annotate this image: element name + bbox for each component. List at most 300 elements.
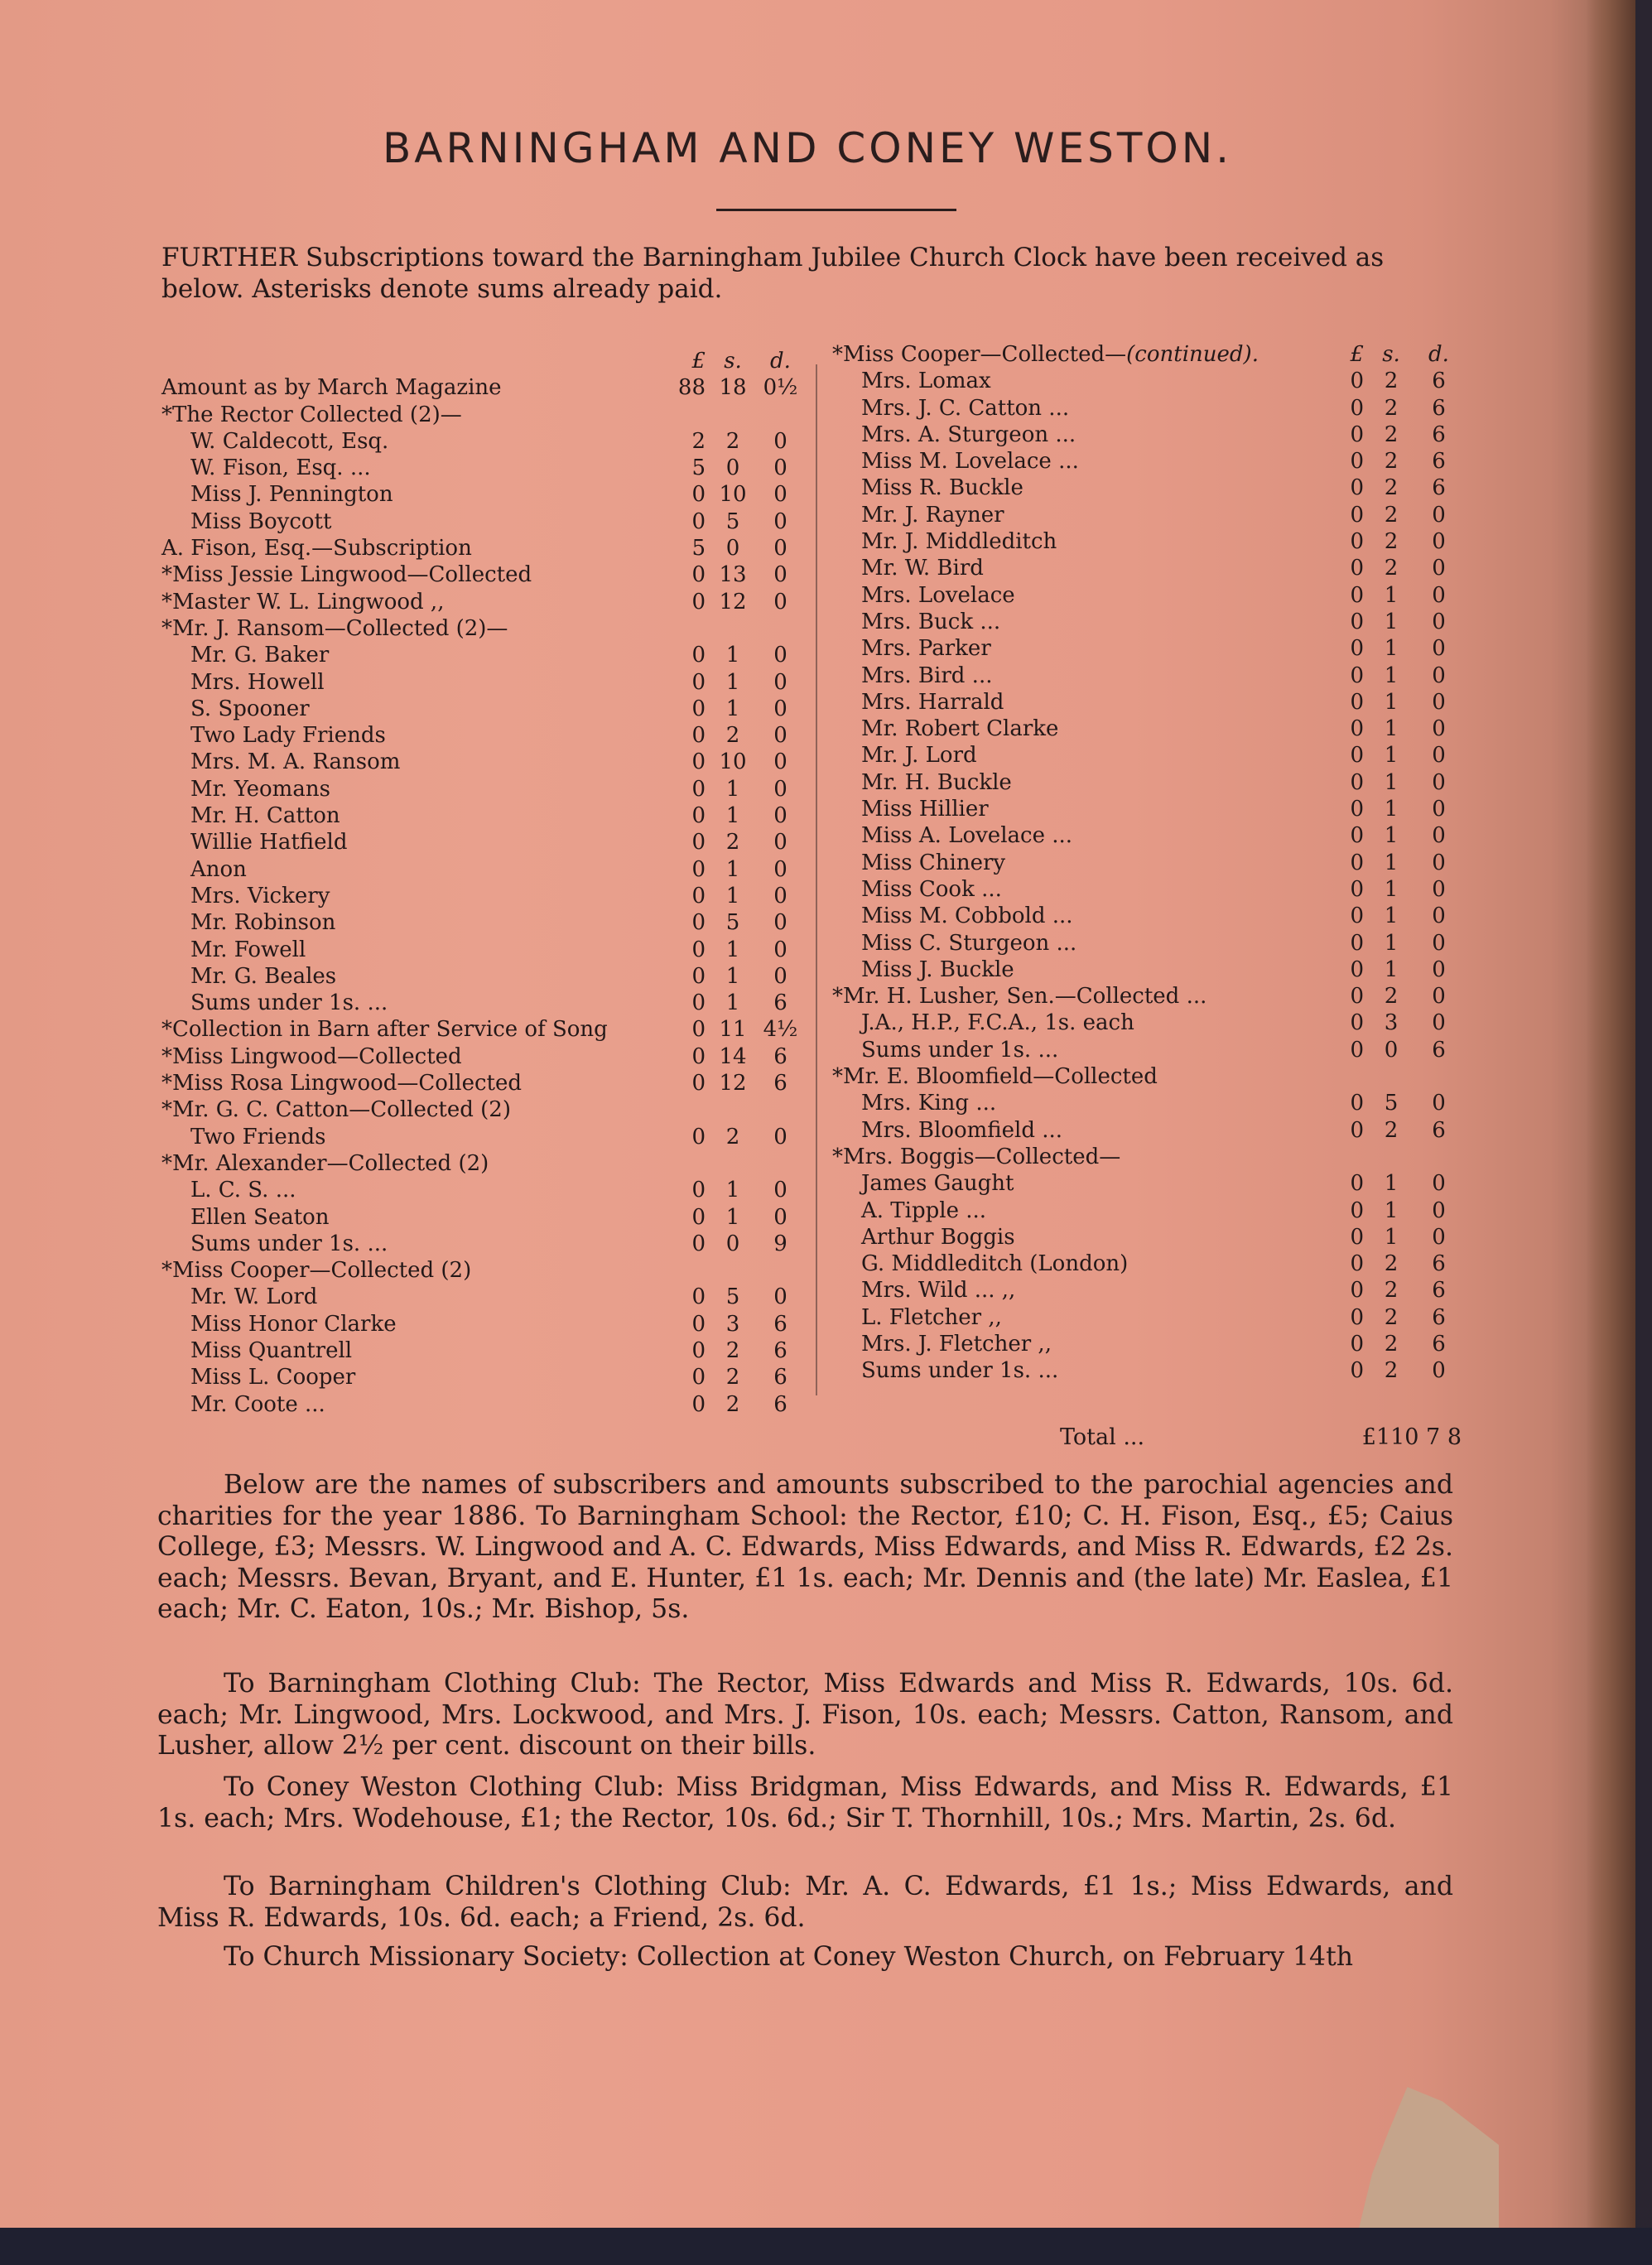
pounds-value: 0 — [691, 589, 706, 614]
pence-value: 0 — [1432, 502, 1446, 528]
shillings-value: 0 — [725, 1231, 740, 1256]
pounds-value: 0 — [1350, 1304, 1364, 1330]
shillings-value: 1 — [725, 856, 740, 882]
subscriber-name: Two Friends — [190, 1124, 326, 1149]
subscriber-name: Mr. J. Rayner — [861, 502, 1004, 528]
pounds-value: 0 — [1350, 475, 1364, 501]
pounds-value: 0 — [1350, 984, 1364, 1010]
pence-value: 0 — [1432, 663, 1446, 688]
pence-value: 0 — [773, 749, 787, 775]
subscriber-name: Mr. H. Buckle — [861, 769, 1012, 795]
subscription-row — [161, 535, 803, 561]
pounds-value: 0 — [1350, 1091, 1364, 1116]
subscriber-name: L. Fletcher ,, — [861, 1304, 1002, 1330]
subscriber-name: G. Middleditch (London) — [861, 1251, 1129, 1277]
pounds-value: 0 — [691, 1391, 706, 1417]
paragraph-clothing-club: To Barningham Clothing Club: The Rector, Miss Edwards and Miss R. Edwards, 10s. 6d. each; Mr. Lingwood, Mrs. Lockwood, and Mrs. J. Fison, 10s. each; Messrs. Catton, Ransom, and Lusher, allow 2½ per cent. discount on their bills. — [157, 1669, 1453, 1761]
pence-value: 0 — [773, 723, 787, 749]
subscriber-name: Miss C. Sturgeon ... — [861, 930, 1077, 956]
pence-value: 0 — [1432, 957, 1446, 982]
subscriber-name: Anon — [190, 856, 247, 882]
shillings-value: 1 — [1384, 743, 1399, 769]
shillings-value: 1 — [1384, 823, 1399, 849]
pounds-value: 0 — [691, 1311, 706, 1337]
pence-header: d. — [1428, 342, 1449, 367]
shillings-value: 2 — [1384, 502, 1399, 528]
subscriber-name: S. Spooner — [190, 696, 310, 721]
subscriber-name: *Mr. E. Bloomfield—Collected — [832, 1064, 1158, 1090]
pounds-value: 0 — [691, 1284, 706, 1310]
subscriber-name: Mrs. Lovelace — [861, 582, 1015, 608]
pounds-value: 0 — [691, 482, 706, 508]
subscription-row — [161, 374, 803, 401]
subscription-row — [832, 1117, 1462, 1144]
shillings-value: 11 — [719, 1017, 747, 1043]
shillings-value: 2 — [1384, 395, 1399, 421]
subscriber-name: *Mrs. Boggis—Collected— — [832, 1144, 1121, 1169]
subscription-row — [161, 883, 803, 909]
subscriber-name: Mrs. Parker — [861, 636, 991, 662]
pence-value: 6 — [1432, 422, 1446, 447]
shillings-value: 1 — [1384, 1171, 1399, 1197]
subscriber-name: W. Caldecott, Esq. — [190, 428, 389, 454]
subscription-row — [161, 1016, 803, 1043]
subscription-row — [832, 742, 1462, 769]
subscription-row — [832, 716, 1462, 742]
shillings-value: 1 — [1384, 1198, 1399, 1223]
shillings-value: 1 — [725, 776, 740, 802]
pence-value: 0 — [773, 643, 787, 668]
subscriber-name: Mr. W. Lord — [190, 1284, 318, 1310]
pence-value: 0 — [1432, 797, 1446, 822]
pence-value: 0 — [773, 883, 787, 908]
subscriber-name: James Gaught — [861, 1171, 1014, 1197]
pence-value: 6 — [1432, 1278, 1446, 1304]
subscriber-name: Miss M. Lovelace ... — [861, 449, 1079, 475]
shillings-value: 2 — [725, 1124, 740, 1149]
pence-value: 0 — [773, 508, 787, 534]
subscriber-name: Sums under 1s. ... — [190, 1231, 388, 1256]
subscriber-name: Mrs. J. Fletcher ,, — [861, 1331, 1052, 1357]
pence-value: 0 — [773, 1284, 787, 1310]
shillings-value: 2 — [1384, 475, 1399, 501]
subscription-row — [832, 1251, 1462, 1277]
right-heading: *Miss Cooper—Collected— — [832, 342, 1127, 367]
pence-value: 9 — [773, 1231, 787, 1256]
pence-value: 0 — [1432, 930, 1446, 956]
shillings-value: 18 — [719, 375, 747, 401]
pounds-value: 88 — [677, 375, 706, 401]
shillings-value: 2 — [1384, 556, 1399, 581]
subscriber-name: Miss Cook ... — [861, 876, 1002, 902]
pounds-value: 0 — [691, 508, 706, 534]
subscriber-name: Mr. Robinson — [190, 910, 336, 936]
shillings-value: 2 — [725, 1391, 740, 1417]
subscriber-name: Mrs. Lomax — [861, 369, 991, 394]
subscription-row — [832, 1224, 1462, 1251]
subscription-row — [832, 1277, 1462, 1304]
paragraph-school: Below are the names of subscribers and amounts subscribed to the parochial agencies and charities for the year 1886. To Barningham School: the Rector, £10; C. H. Fison, Esq., £5; Caius College, £3; Messrs. W. Lingwood and A. C. Edwards, Miss Edwards, and Miss R. Edwards, £2 2s. each; Messrs. Bevan, Bryant, and E. Hunter, £1 1s. each; Mr. Dennis and (the late) Mr. Easlea, £1 each; Mr. C. Eaton, 10s.; Mr. Bishop, 5s. — [157, 1470, 1453, 1624]
subscriber-name: *Collection in Barn after Service of Song — [161, 1017, 608, 1043]
pounds-value: 0 — [1350, 502, 1364, 528]
shillings-value: 2 — [1384, 422, 1399, 447]
pence-value: 0 — [773, 830, 787, 855]
pounds-value: 0 — [691, 990, 706, 1016]
pounds-value: 0 — [1350, 876, 1364, 902]
shillings-value: 1 — [1384, 636, 1399, 662]
shillings-value: 3 — [1384, 1010, 1399, 1036]
pounds-value: 0 — [691, 1204, 706, 1230]
pounds-value: 0 — [1350, 823, 1364, 849]
pounds-value: 0 — [1350, 1358, 1364, 1384]
pence-value: 0 — [1432, 1224, 1446, 1250]
pounds-value: 0 — [1350, 1171, 1364, 1197]
pence-value: 6 — [1432, 1037, 1446, 1063]
subscription-row — [161, 1284, 803, 1310]
intro-text: FURTHER Subscriptions toward the Barningham Jubilee Church Clock have been received as below. Asterisks denote sums already paid. — [161, 243, 1385, 304]
subscriber-name: *Miss Rosa Lingwood—Collected — [161, 1071, 523, 1096]
pence-value: 0 — [773, 963, 787, 989]
subscription-row — [832, 689, 1462, 716]
subscriber-name: Mrs. Buck ... — [861, 609, 1001, 634]
pounds-value: 0 — [1350, 1010, 1364, 1036]
pounds-value: 0 — [691, 1178, 706, 1203]
pounds-value: 5 — [691, 536, 706, 561]
subscriber-name: Miss J. Pennington — [190, 482, 393, 508]
right-column — [832, 341, 1462, 1385]
subscriber-name: Sums under 1s. ... — [190, 990, 388, 1016]
subscription-row — [832, 957, 1462, 983]
subscription-row — [832, 582, 1462, 609]
pounds-value: 2 — [691, 428, 706, 454]
subscriber-name: A. Fison, Esq.—Subscription — [161, 536, 472, 561]
pounds-value: 0 — [1350, 663, 1364, 688]
subscription-row — [832, 1304, 1462, 1331]
subscriber-name: *Mr. Alexander—Collected (2) — [161, 1150, 489, 1176]
pounds-value: 0 — [1350, 556, 1364, 581]
pounds-value: 0 — [691, 1043, 706, 1069]
subscription-row — [161, 802, 803, 829]
title-rule — [716, 209, 956, 211]
pence-value: 0 — [1432, 636, 1446, 662]
total-value: £110 7 8 — [1361, 1424, 1462, 1450]
pence-value: 0 — [1432, 769, 1446, 795]
pence-value: 0 — [773, 669, 787, 695]
subscriber-name: Miss L. Cooper — [190, 1365, 356, 1390]
subscriber-name: Mrs. Bird ... — [861, 663, 993, 688]
pence-value: 6 — [773, 1365, 787, 1390]
subscriber-name: Mr. H. Catton — [190, 803, 340, 829]
pounds-value: 0 — [691, 723, 706, 749]
shillings-value: 1 — [725, 643, 740, 668]
subscription-row — [832, 1037, 1462, 1063]
subscriber-name: Amount as by March Magazine — [161, 375, 502, 401]
subscriber-name: Miss R. Buckle — [861, 475, 1023, 501]
subscriber-name: Mr. Yeomans — [190, 776, 330, 802]
pounds-value: 0 — [1350, 904, 1364, 929]
subscriber-name: *The Rector Collected (2)— — [161, 402, 462, 427]
subscriber-name: Two Lady Friends — [190, 723, 386, 749]
pence-value: 0 — [773, 589, 787, 614]
pounds-value: 0 — [691, 1231, 706, 1256]
subscription-row — [832, 448, 1462, 475]
subscription-row — [832, 368, 1462, 394]
subscription-row — [161, 1096, 803, 1123]
subscription-row — [832, 1357, 1462, 1384]
pence-value: 4½ — [763, 1017, 798, 1043]
pence-value: 6 — [773, 1311, 787, 1337]
shillings-header: s. — [724, 349, 742, 373]
pounds-value: 0 — [1350, 1278, 1364, 1304]
subscription-row — [161, 455, 803, 481]
pence-value: 0 — [1432, 1358, 1446, 1384]
subscription-row — [832, 1170, 1462, 1197]
subscription-row — [832, 555, 1462, 581]
subscriber-name: Mr. Robert Clarke — [861, 716, 1059, 742]
subscription-row — [832, 822, 1462, 849]
subscription-row — [832, 850, 1462, 876]
subscriber-name: Mrs. King ... — [861, 1091, 997, 1116]
pounds-value: 0 — [691, 1365, 706, 1390]
subscription-row — [161, 402, 803, 428]
subscriber-name: *Miss Jessie Lingwood—Collected — [161, 562, 532, 588]
pence-value: 0 — [773, 482, 787, 508]
subscriber-name: Mrs. Wild ... ,, — [861, 1278, 1016, 1304]
subscription-row — [832, 769, 1462, 796]
shillings-value: 1 — [725, 990, 740, 1016]
subscription-row — [161, 937, 803, 963]
shillings-value: 1 — [1384, 797, 1399, 822]
subscription-row — [832, 1331, 1462, 1357]
subscriber-name: Mrs. Bloomfield ... — [861, 1117, 1063, 1143]
shillings-value: 2 — [1384, 1278, 1399, 1304]
pence-value: 6 — [773, 1043, 787, 1069]
shillings-value: 12 — [719, 589, 747, 614]
subscription-row — [161, 669, 803, 696]
subscriber-name: *Mr. G. C. Catton—Collected (2) — [161, 1097, 511, 1123]
subscription-row — [161, 722, 803, 749]
subscription-row — [161, 1150, 803, 1177]
shillings-value: 5 — [725, 508, 740, 534]
subscriber-name: *Miss Cooper—Collected (2) — [161, 1258, 472, 1284]
pence-value: 0 — [1432, 582, 1446, 608]
pounds-value: 0 — [1350, 529, 1364, 555]
subscription-row — [832, 1144, 1462, 1170]
pounds-value: 0 — [1350, 422, 1364, 447]
subscriber-name: A. Tipple ... — [861, 1198, 987, 1223]
subscriber-name: Miss J. Buckle — [861, 957, 1014, 982]
shillings-value: 1 — [725, 803, 740, 829]
pounds-value: 0 — [691, 1017, 706, 1043]
paragraph-childrens-club: To Barningham Children's Clothing Club: Mr. A. C. Edwards, £1 1s.; Miss Edwards, and Miss R. Edwards, 10s. 6d. each; a Friend, 2s. 6d. — [157, 1872, 1453, 1933]
pence-value: 0 — [1432, 1091, 1446, 1116]
pounds-value: 0 — [691, 749, 706, 775]
pounds-value: 0 — [1350, 1251, 1364, 1277]
pounds-value: 0 — [1350, 609, 1364, 634]
pence-value: 0 — [773, 1204, 787, 1230]
subscription-row — [832, 1198, 1462, 1224]
pounds-header: £ — [1350, 342, 1364, 367]
subscriber-name: W. Fison, Esq. ... — [190, 455, 371, 481]
subscriber-name: Mrs. A. Sturgeon ... — [861, 422, 1076, 447]
shillings-value: 1 — [1384, 904, 1399, 929]
subscription-row — [832, 796, 1462, 822]
pounds-value: 0 — [1350, 769, 1364, 795]
left-subscription-list — [161, 374, 803, 1418]
subscription-row — [832, 475, 1462, 501]
subscription-row — [832, 635, 1462, 662]
pence-value: 0 — [773, 856, 787, 882]
pence-value: 0 — [773, 776, 787, 802]
pounds-value: 0 — [1350, 1224, 1364, 1250]
subscriber-name: Miss Quantrell — [190, 1337, 353, 1363]
pence-value: 0 — [773, 1178, 787, 1203]
shillings-value: 1 — [1384, 769, 1399, 795]
pounds-value: 0 — [1350, 1037, 1364, 1063]
page-edge-shadow — [1586, 0, 1635, 2265]
subscription-row — [161, 829, 803, 855]
shillings-value: 1 — [1384, 582, 1399, 608]
subscription-row — [832, 983, 1462, 1010]
subscription-row — [161, 1124, 803, 1150]
subscriber-name: Miss Honor Clarke — [190, 1311, 397, 1337]
shillings-value: 2 — [1384, 1358, 1399, 1384]
shillings-value: 2 — [1384, 1304, 1399, 1330]
subscriber-name: Mrs. M. A. Ransom — [190, 749, 401, 775]
shillings-value: 12 — [719, 1071, 747, 1096]
subscriber-name: Mr. Fowell — [190, 937, 306, 962]
pence-value: 0 — [1432, 984, 1446, 1010]
column-divider — [816, 364, 817, 1395]
pence-value: 0 — [1432, 850, 1446, 875]
pounds-value: 0 — [1350, 636, 1364, 662]
shillings-value: 2 — [1384, 1331, 1399, 1357]
pounds-value: 0 — [1350, 797, 1364, 822]
shillings-value: 2 — [1384, 984, 1399, 1010]
subscription-row — [161, 589, 803, 615]
shillings-value: 5 — [1384, 1091, 1399, 1116]
pence-value: 6 — [773, 1337, 787, 1363]
subscriber-name: *Mr. H. Lusher, Sen.—Collected ... — [832, 984, 1207, 1010]
subscription-row — [161, 1364, 803, 1390]
pence-value: 0 — [1432, 716, 1446, 742]
subscription-row — [161, 696, 803, 722]
subscriber-name: Mr. G. Beales — [190, 963, 337, 989]
shillings-value: 1 — [725, 1204, 740, 1230]
pence-value: 0 — [773, 428, 787, 454]
subscription-row — [161, 428, 803, 455]
subscription-row — [161, 749, 803, 775]
shillings-value: 1 — [725, 1178, 740, 1203]
shillings-value: 1 — [725, 696, 740, 721]
subscription-row — [832, 528, 1462, 555]
pence-value: 0 — [773, 937, 787, 962]
pence-value: 0 — [773, 696, 787, 721]
subscription-row — [161, 1257, 803, 1284]
subscription-row — [161, 508, 803, 535]
pounds-header: £ — [691, 349, 706, 373]
right-subscription-list — [832, 368, 1462, 1384]
pence-value: 0 — [1432, 1171, 1446, 1197]
subscriber-name: Mr. Coote ... — [190, 1391, 325, 1417]
total-line — [1060, 1424, 1462, 1450]
right-heading-continued: (continued). — [1126, 342, 1259, 367]
subscriber-name: Arthur Boggis — [861, 1224, 1015, 1250]
shillings-value: 1 — [725, 883, 740, 908]
pounds-value: 0 — [691, 883, 706, 908]
subscription-row — [161, 481, 803, 508]
pence-value: 0 — [1432, 556, 1446, 581]
shillings-value: 2 — [725, 1337, 740, 1363]
pence-value: 6 — [1432, 1251, 1446, 1277]
pence-value: 6 — [1432, 1117, 1446, 1143]
paragraph-coney-weston-club: To Coney Weston Clothing Club: Miss Bridgman, Miss Edwards, and Miss R. Edwards, £1 1s. each; Mrs. Wodehouse, £1; the Rector, 10s. 6d.; Sir T. Thornhill, 10s.; Mrs. Martin, 2s. 6d. — [157, 1772, 1453, 1834]
subscriber-name: Ellen Seaton — [190, 1204, 330, 1230]
pounds-value: 0 — [691, 803, 706, 829]
shillings-value: 1 — [1384, 689, 1399, 715]
shillings-value: 5 — [725, 910, 740, 936]
shillings-value: 1 — [1384, 957, 1399, 982]
pounds-value: 0 — [1350, 1331, 1364, 1357]
pence-value: 0 — [1432, 689, 1446, 715]
pounds-value: 0 — [691, 562, 706, 588]
pence-value: 0 — [773, 803, 787, 829]
pence-value: 6 — [1432, 1331, 1446, 1357]
subscriber-name: Willie Hatfield — [190, 830, 348, 855]
pounds-value: 0 — [691, 937, 706, 962]
subscriber-name: Sums under 1s. ... — [861, 1037, 1059, 1063]
subscription-row — [161, 1043, 803, 1070]
right-column-heading — [832, 341, 1462, 368]
pounds-value: 0 — [1350, 850, 1364, 875]
pence-value: 0 — [1432, 1010, 1446, 1036]
subscriber-name: Mr. G. Baker — [190, 643, 330, 668]
subscriber-name: *Miss Lingwood—Collected — [161, 1043, 462, 1069]
scan-background — [0, 2228, 1652, 2265]
total-label: Total ... — [1060, 1424, 1145, 1450]
subscription-row — [832, 422, 1462, 448]
pounds-value: 0 — [1350, 743, 1364, 769]
shillings-value: 10 — [719, 749, 747, 775]
pence-header: d. — [770, 349, 791, 373]
pence-value: 0 — [1432, 529, 1446, 555]
subscriber-name: Mrs. Harrald — [861, 689, 1004, 715]
pounds-value: 0 — [1350, 1117, 1364, 1143]
subscription-row — [161, 1391, 803, 1418]
pence-value: 0 — [1432, 609, 1446, 634]
paragraph-missionary: To Church Missionary Society: Collection at Coney Weston Church, on February 14th — [224, 1942, 1354, 1972]
shillings-value: 5 — [725, 1284, 740, 1310]
pence-value: 6 — [1432, 449, 1446, 475]
pence-value: 0 — [773, 455, 787, 481]
subscription-row — [832, 1010, 1462, 1036]
shillings-header: s. — [1382, 342, 1400, 367]
pounds-value: 0 — [1350, 582, 1364, 608]
shillings-value: 2 — [1384, 449, 1399, 475]
shillings-value: 2 — [725, 723, 740, 749]
shillings-value: 1 — [1384, 716, 1399, 742]
subscription-row — [161, 990, 803, 1016]
subscriber-name: Mrs. Howell — [190, 669, 325, 695]
pounds-value: 0 — [691, 910, 706, 936]
pence-value: 0 — [1432, 743, 1446, 769]
pence-value: 6 — [1432, 369, 1446, 394]
pounds-value: 0 — [691, 643, 706, 668]
subscriber-name: Miss Hillier — [861, 797, 989, 822]
shillings-value: 2 — [1384, 369, 1399, 394]
pounds-value: 0 — [691, 669, 706, 695]
column-header — [161, 348, 803, 374]
